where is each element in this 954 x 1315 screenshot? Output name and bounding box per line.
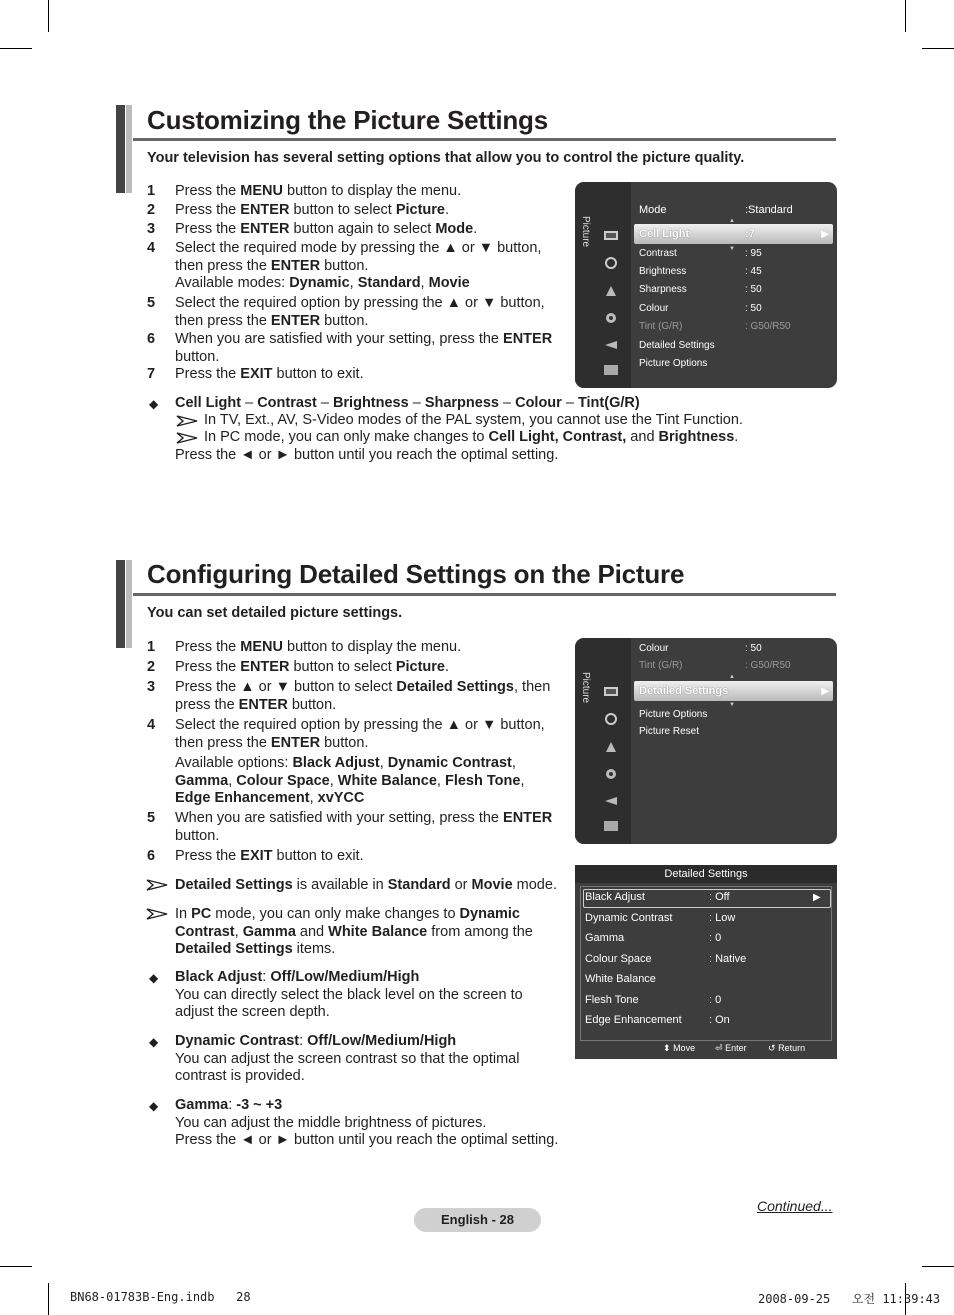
section-bar [126, 105, 132, 193]
section-bar [116, 560, 125, 648]
input-icon [603, 794, 619, 808]
sound-icon [603, 256, 619, 270]
step-item: 7 Press the EXIT button to exit. [147, 366, 364, 382]
note-text: Detailed Settings is available in Standard or Movie mode. [175, 877, 557, 893]
crop-mark [922, 48, 954, 49]
title-rule [133, 138, 836, 141]
menu-row[interactable]: Picture Options [639, 358, 708, 369]
note-arrow-icon [146, 879, 168, 891]
move-hint: ⬍ Move [663, 1043, 696, 1053]
menu-side-label: Picture [580, 216, 591, 248]
down-arrow-icon: ▼ [729, 246, 735, 252]
note-text: In TV, Ext., AV, S-Video modes of the PAL system, you cannot use the Tint Function. [204, 412, 743, 428]
bullet-diamond: ◆ [149, 397, 159, 411]
step-item: Available options: Black Adjust, Dynamic Contrast, Gamma, Colour Space, White Balance, Flesh Tone, Edge Enhancement, xvYCC [175, 755, 525, 806]
section-title: Configuring Detailed Settings on the Picture [147, 559, 685, 589]
section-title: Customizing the Picture Settings [147, 105, 548, 135]
step-item: 5 Select the required option by pressing the ▲ or ▼ button, then press the ENTER button. [147, 295, 545, 329]
move-icon: ⬍ [663, 1043, 671, 1053]
note-arrow-icon [176, 415, 198, 427]
menu-row-value: :7 [745, 228, 755, 240]
crop-mark [922, 1266, 954, 1267]
setup-icon [603, 311, 619, 325]
application-icon [603, 819, 619, 833]
section-bar [116, 105, 125, 193]
menu-row-label: Detailed Settings [639, 685, 729, 697]
menu-row[interactable]: Contrast : 95 [639, 248, 762, 259]
menu-row[interactable]: Picture Reset [639, 726, 700, 737]
application-icon [603, 363, 619, 377]
return-icon: ↺ [768, 1043, 776, 1053]
page-number: English - 28 [414, 1208, 541, 1232]
step-item: 6 Press the EXIT button to exit. [147, 848, 364, 864]
instruction-text: Press the ◄ or ► button until you reach the optimal setting. [175, 447, 559, 463]
step-item: 2 Press the ENTER button to select Picture. [147, 659, 450, 675]
bullet-title: Cell Light – Contrast – Brightness – Sharpness – Colour – Tint(G/R) [175, 395, 640, 411]
section-intro: You can set detailed picture settings. [147, 605, 403, 621]
step-item: 1 Press the MENU button to display the menu. [147, 639, 462, 655]
panel-header: Detailed Settings [575, 865, 837, 883]
step-item: 6 When you are satisfied with your setting, press the ENTER button. [147, 331, 553, 365]
bullet-diamond: ◆ [149, 1035, 159, 1049]
step-item: 2 Press the ENTER button to select Picture. [147, 202, 450, 218]
picture-icon [603, 685, 619, 699]
crop-mark [0, 48, 32, 49]
crop-mark [48, 1283, 49, 1315]
right-arrow-icon: ▶ [821, 686, 829, 697]
file-info: BN68-01783B-Eng.indb 28 [70, 1290, 251, 1304]
menu-row[interactable]: Sharpness : 50 [639, 284, 762, 295]
crop-mark [0, 1266, 32, 1267]
note-arrow-icon [146, 908, 168, 920]
bullet-item: Dynamic Contrast: Off/Low/Medium/High You can adjust the screen contrast so that the optimal contrast is provided. [175, 1033, 520, 1084]
print-date: 2008-09-25 오전 11:39:43 [758, 1292, 941, 1306]
step-item: 1 Press the MENU button to display the menu. [147, 183, 462, 199]
setting-row[interactable]: Black Adjust : Off [585, 891, 730, 903]
down-arrow-icon: ▼ [729, 702, 735, 708]
channel-icon [603, 284, 619, 298]
menu-row: Tint (G/R) : G50/R50 [639, 321, 791, 332]
section-intro: Your television has several setting options that allow you to control the picture quality. [147, 150, 745, 166]
menu-row: Tint (G/R) : G50/R50 [639, 660, 791, 671]
menu-row[interactable]: Colour : 50 [639, 643, 762, 654]
menu-row[interactable]: Picture Options [639, 709, 708, 720]
setting-row[interactable]: White Balance [585, 973, 656, 985]
detailed-settings-panel [575, 865, 837, 1059]
setting-row[interactable]: Gamma : 0 [585, 932, 722, 944]
enter-icon: ⏎ [715, 1043, 723, 1053]
crop-mark [905, 0, 906, 32]
up-arrow-icon: ▲ [729, 218, 735, 224]
bullet-diamond: ◆ [149, 1099, 159, 1113]
input-icon [603, 338, 619, 352]
menu-row[interactable]: Colour : 50 [639, 303, 762, 314]
step-item: 5 When you are satisfied with your setting, press the ENTER button. [147, 810, 553, 844]
menu-row[interactable]: Mode :Standard [639, 204, 793, 216]
setting-row[interactable]: Colour Space : Native [585, 953, 747, 965]
return-hint: ↺ Return [768, 1043, 806, 1053]
note-text: In PC mode, you can only make changes to Cell Light, Contrast, and Brightness. [204, 429, 739, 445]
step-item: 3 Press the ▲ or ▼ button to select Detailed Settings, then press the ENTER button. [147, 679, 551, 713]
continued-text: Continued... [757, 1198, 833, 1214]
menu-row[interactable]: Detailed Settings [639, 340, 715, 351]
setup-icon [603, 767, 619, 781]
bullet-item: Gamma: -3 ~ +3 You can adjust the middle brightness of pictures. Press the ◄ or ► button until you reach the optimal setting. [175, 1097, 559, 1148]
tv-picture-menu [575, 638, 837, 844]
right-arrow-icon: ▶ [813, 892, 821, 903]
step-item: 3 Press the ENTER button again to select Mode. [147, 221, 478, 237]
bullet-item: Black Adjust: Off/Low/Medium/High You can directly select the black level on the screen to adjust the screen depth. [175, 969, 523, 1020]
bullet-diamond: ◆ [149, 971, 159, 985]
tv-picture-menu [575, 182, 837, 388]
sound-icon [603, 712, 619, 726]
picture-icon [603, 229, 619, 243]
right-arrow-icon: ▶ [821, 229, 829, 240]
title-rule [133, 593, 836, 596]
enter-hint: ⏎ Enter [715, 1043, 747, 1053]
up-arrow-icon: ▲ [729, 674, 735, 680]
section-bar [126, 560, 132, 648]
step-item: 4 Select the required option by pressing the ▲ or ▼ button, then press the ENTER button. [147, 717, 545, 751]
crop-mark [48, 0, 49, 32]
step-item: 4 Select the required mode by pressing the ▲ or ▼ button, then press the ENTER button. Available modes: Dynamic, Standard, Movie [147, 240, 542, 291]
note-arrow-icon [176, 432, 198, 444]
menu-side-label: Picture [580, 672, 591, 704]
menu-row[interactable]: Brightness : 45 [639, 266, 762, 277]
menu-row-label: Cell Light [639, 228, 690, 240]
setting-row[interactable]: Dynamic Contrast : Low [585, 912, 736, 924]
setting-row[interactable]: Edge Enhancement : On [585, 1014, 730, 1026]
channel-icon [603, 740, 619, 754]
note-text: In PC mode, you can only make changes to Dynamic Contrast, Gamma and White Balance from among the Detailed Settings items. [175, 906, 533, 957]
setting-row[interactable]: Flesh Tone : 0 [585, 994, 722, 1006]
